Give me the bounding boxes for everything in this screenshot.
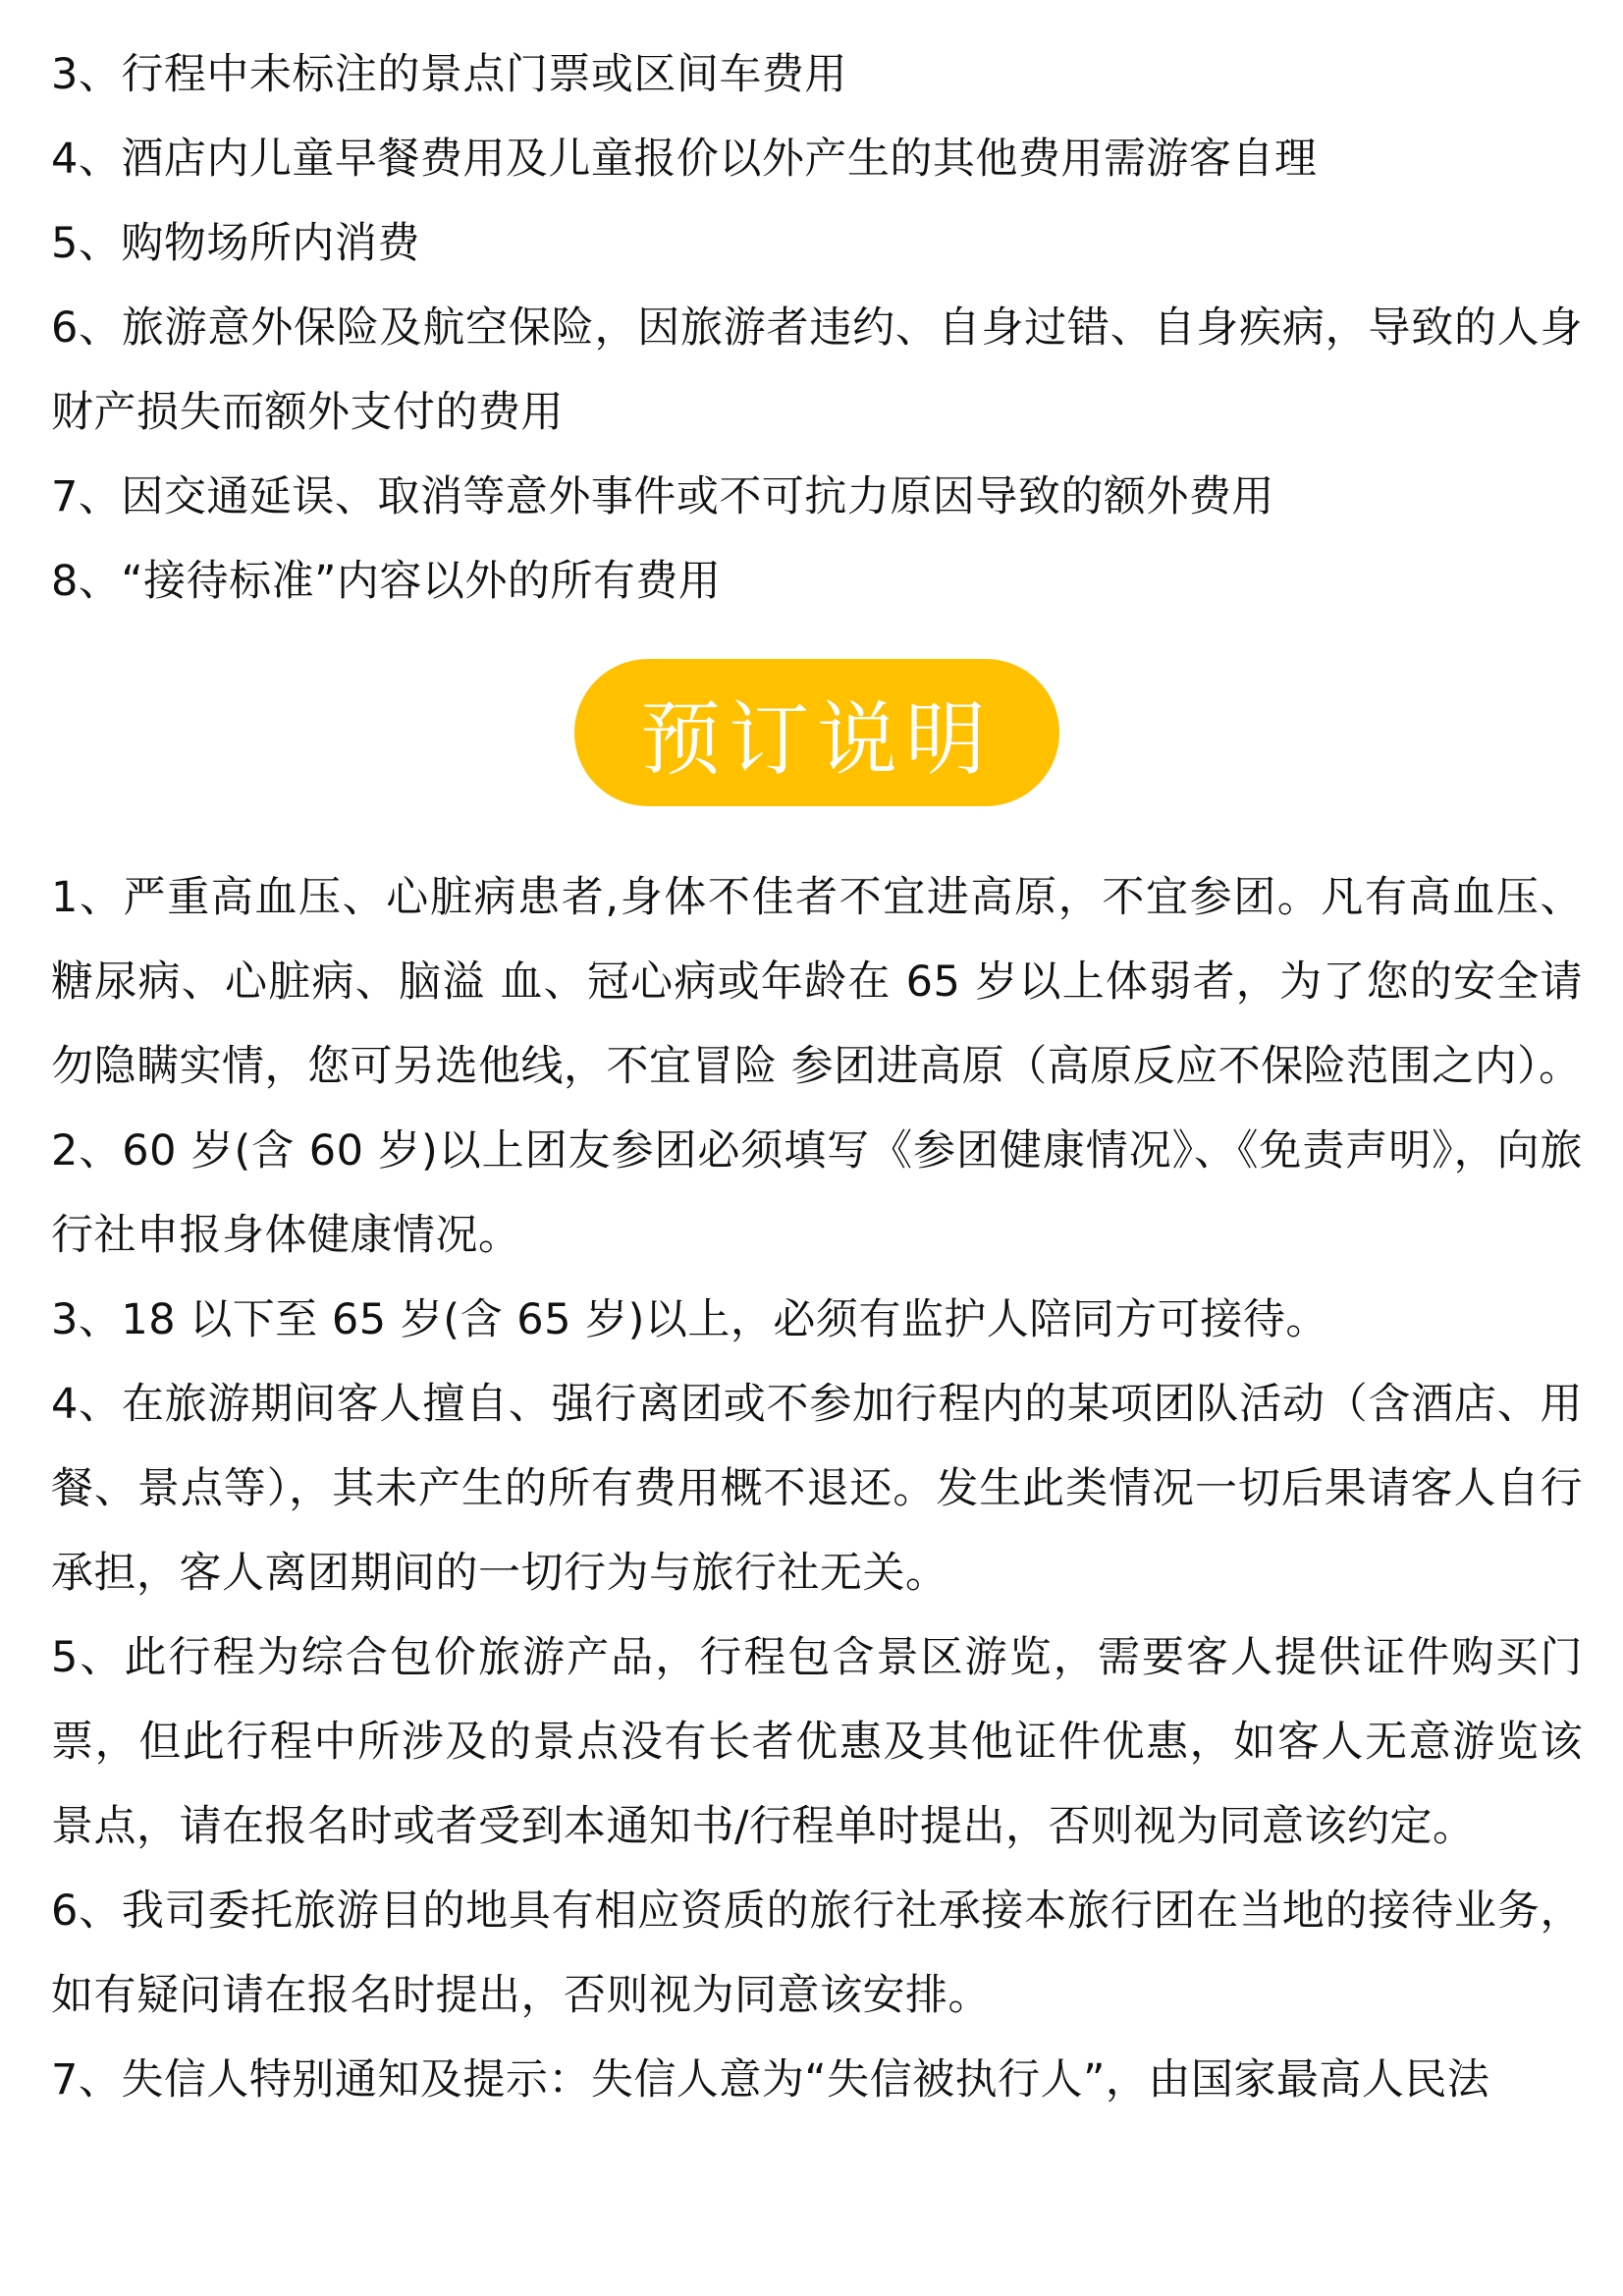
booking-note-1: 1、严重高血压、心脏病患者,身体不佳者不宜进高原，不宜参团。凡有高血压、糖尿病、心脏病、脑溢 血、冠心病或年龄在 65 岁以上体弱者，为了您的安全请勿隐瞒实情，您可另选他线，不宜冒险 参团进高原（高原反应不保险范围之内）。 [51,873,1583,1091]
booking-note-3: 3、18 以下至 65 岁(含 65 岁)以上，必须有监护人陪同方可接待。 [51,1295,1328,1344]
document-page [51,0,1583,2122]
fees-excluded-item-6: 6、旅游意外保险及航空保险，因旅游者违约、自身过错、自身疾病，导致的人身财产损失而额外支付的费用 [51,303,1583,437]
booking-note-4: 4、在旅游期间客人擅自、强行离团或不参加行程内的某项团队活动（含酒店、用餐、景点等），其未产生的所有费用概不退还。发生此类情况一切后果请客人自行承担，客人离团期间的一切行为与旅行社无关。 [51,1380,1583,1598]
fees-excluded-item-7: 7、因交通延误、取消等意外事件或不可抗力原因导致的额外费用 [51,472,1274,521]
fees-excluded-list [51,0,1583,624]
booking-section-banner [51,659,1583,806]
booking-note-6: 6、我司委托旅游目的地具有相应资质的旅行社承接本旅行团在当地的接待业务，如有疑问请在报名时提出，否则视为同意该安排。 [51,1886,1583,2020]
booking-section-title: 预订说明 [574,659,1059,806]
booking-note-5: 5、此行程为综合包价旅游产品，行程包含景区游览，需要客人提供证件购买门票，但此行程中所涉及的景点没有长者优惠及其他证件优惠，如客人无意游览该景点，请在报名时或者受到本通知书/行程单时提出，否则视为同意该约定。 [51,1633,1583,1851]
booking-note-7: 7、失信人特别通知及提示：失信人意为“失信被执行人”，由国家最高人民法 [51,2055,1490,2105]
booking-notes-list [51,855,1583,2122]
fees-excluded-item-4: 4、酒店内儿童早餐费用及儿童报价以外产生的其他费用需游客自理 [51,135,1318,184]
booking-note-2: 2、60 岁(含 60 岁)以上团友参团必须填写《参团健康情况》、《免责声明》，向旅行社申报身体健康情况。 [51,1126,1583,1260]
fees-excluded-item-8: 8、“接待标准”内容以外的所有费用 [51,557,722,606]
fees-excluded-item-3: 3、行程中未标注的景点门票或区间车费用 [51,50,847,99]
fees-excluded-item-5: 5、购物场所内消费 [51,219,420,268]
